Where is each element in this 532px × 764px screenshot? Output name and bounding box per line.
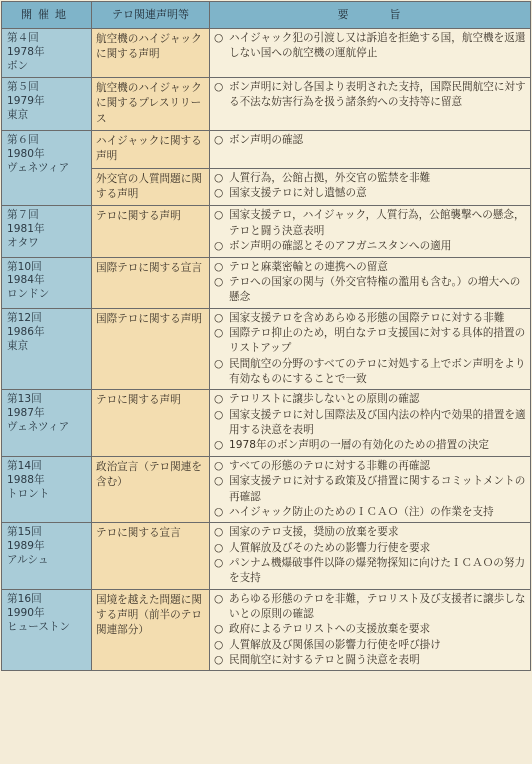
summary-point-text: 1978年のボン声明の一層の有効化のための措置の決定	[229, 439, 490, 452]
venue-year: 1981年	[7, 223, 45, 236]
summary-point	[214, 438, 527, 453]
summary-point	[214, 326, 527, 357]
summary-point	[214, 275, 527, 306]
venue-year: 1984年	[7, 274, 45, 287]
bullet-circle-icon: ○	[214, 638, 224, 651]
summary-point	[214, 133, 527, 148]
summary-point	[214, 208, 527, 239]
summary-point-text: ボン声明の確認とそのアフガニスタンへの適用	[229, 240, 452, 253]
venue-city: アルシュ	[7, 554, 49, 567]
summary-points	[210, 130, 531, 168]
summary-point-text: 人質解放及びそのための影響力行使を要求	[229, 541, 431, 554]
bullet-circle-icon: ○	[214, 408, 224, 421]
venue-year: 1988年	[7, 473, 45, 486]
summary-point	[214, 638, 527, 653]
bullet-circle-icon: ○	[214, 475, 224, 488]
venue-city: オタワ	[7, 237, 39, 250]
summary-point	[214, 653, 527, 668]
venue-city: ヴェネツィア	[7, 161, 70, 174]
summary-points	[210, 29, 531, 78]
summary-point	[214, 357, 527, 388]
venue-city: 東京	[7, 339, 29, 352]
summary-point	[214, 171, 527, 186]
venue-cell	[2, 308, 92, 390]
summary-point	[214, 311, 527, 326]
venue-session: 第12回	[7, 311, 42, 324]
summary-point	[214, 505, 527, 520]
venue-cell	[2, 29, 92, 78]
summit-terrorism-table	[1, 1, 531, 671]
summary-point-text: テロと麻薬密輸との連携への留意	[229, 260, 388, 273]
bullet-circle-icon: ○	[214, 209, 224, 222]
summary-point-text: 国家支援テロに対する政策及び措置に関するコミットメントの再確認	[229, 475, 526, 503]
table-row	[2, 257, 531, 308]
bullet-circle-icon: ○	[214, 459, 224, 472]
venue-year: 1989年	[7, 540, 45, 553]
table-row	[2, 589, 531, 671]
summary-point	[214, 474, 527, 505]
bullet-circle-icon: ○	[214, 240, 224, 253]
venue-cell	[2, 77, 92, 130]
statement-title: ハイジャックに関する声明	[92, 130, 210, 168]
summary-point	[214, 622, 527, 637]
summary-point-text: ハイジャック犯の引渡し又は訴追を拒絶する国，航空機を返還しない国への航空機の運航停止	[229, 32, 526, 60]
venue-cell	[2, 130, 92, 205]
bullet-circle-icon: ○	[214, 32, 224, 44]
venue-city: ロンドン	[7, 288, 50, 301]
summary-point-text: 国際テロ抑止のため，明白なテロ支援国に対する具体的措置のリストアップ	[229, 326, 526, 355]
bullet-circle-icon: ○	[214, 526, 224, 539]
venue-session: 第14回	[7, 459, 42, 472]
table-row	[2, 390, 531, 456]
table-row	[2, 523, 531, 589]
venue-session: 第７回	[7, 209, 39, 222]
table-row	[2, 206, 531, 257]
summary-point-text: 国家支援テロ，ハイジャック，人質行為，公館襲撃への懸念，テロと闘う決意表明	[229, 209, 525, 237]
summary-point	[214, 459, 527, 474]
summary-point-text: ハイジャック防止のためのＩＣＡＯ（注）の作業を支持	[229, 505, 494, 518]
venue-city: 東京	[7, 108, 29, 121]
venue-city: トロント	[7, 487, 50, 500]
summary-points	[210, 206, 531, 257]
header-row	[2, 2, 531, 29]
venue-cell	[2, 257, 92, 308]
bullet-circle-icon: ○	[214, 133, 224, 146]
venue-session: 第５回	[7, 80, 39, 93]
summary-point-text: 国家支援テロに対し遺憾の意	[229, 187, 367, 200]
summary-point	[214, 525, 527, 540]
statement-title: テロに関する声明	[92, 390, 210, 456]
table-row	[2, 456, 531, 522]
bullet-circle-icon: ○	[214, 326, 224, 339]
header-venue: 開催地	[2, 2, 92, 29]
summary-point	[214, 260, 527, 275]
bullet-circle-icon: ○	[214, 187, 224, 200]
summary-points	[210, 523, 531, 589]
statement-title: 国境を越えた問題に関する声明（前半のテロ関連部分）	[92, 589, 210, 671]
bullet-circle-icon: ○	[214, 541, 224, 554]
venue-year: 1979年	[7, 94, 45, 107]
bullet-circle-icon: ○	[214, 439, 224, 452]
summary-point	[214, 556, 527, 587]
bullet-circle-icon: ○	[214, 393, 224, 406]
venue-cell	[2, 206, 92, 257]
statement-title: 国際テロに関する宣言	[92, 257, 210, 308]
summary-point	[214, 541, 527, 556]
bullet-circle-icon: ○	[214, 275, 224, 288]
bullet-circle-icon: ○	[214, 556, 224, 569]
summary-point-text: パンナム機爆破事件以降の爆発物探知に向けたＩＣＡＯの努力を支持	[229, 556, 526, 585]
venue-cell	[2, 390, 92, 456]
venue-year: 1986年	[7, 325, 45, 338]
header-statement: テロ関連声明等	[92, 2, 210, 29]
summary-point-text: 人質解放及び関係国の影響力行使を呼び掛け	[229, 638, 441, 651]
summary-point	[214, 239, 527, 254]
statement-title: 外交官の人質問題に関する声明	[92, 168, 210, 206]
summary-point-text: すべての形態のテロに対する非難の再確認	[229, 459, 431, 472]
summary-point-text: ボン声明の確認	[229, 133, 304, 146]
summary-point	[214, 186, 527, 201]
header-summary: 要 旨	[210, 2, 531, 29]
statement-title: 航空機のハイジャックに関するプレスリリース	[92, 77, 210, 130]
venue-year: 1978年	[7, 45, 45, 58]
venue-year: 1987年	[7, 407, 45, 420]
venue-year: 1990年	[7, 606, 45, 619]
summary-points	[210, 168, 531, 206]
statement-title: 国際テロに関する声明	[92, 308, 210, 390]
venue-city: ヒューストン	[7, 620, 71, 633]
venue-cell	[2, 456, 92, 522]
summary-point-text: 国家支援テロに対し国際法及び国内法の枠内で効果的措置を適用する決意を表明	[229, 408, 526, 437]
table-row	[2, 130, 531, 168]
venue-cell	[2, 523, 92, 589]
table-row	[2, 77, 531, 130]
summary-points	[210, 77, 531, 130]
summary-points	[210, 257, 531, 308]
venue-cell	[2, 589, 92, 671]
venue-session: 第16回	[7, 592, 42, 605]
table-body	[2, 29, 531, 671]
statement-title: テロに関する声明	[92, 206, 210, 257]
venue-session: 第６回	[7, 133, 39, 146]
summary-point-text: テロへの国家の関与（外交官特権の濫用も含む。）の増大への懸念	[229, 275, 521, 304]
bullet-circle-icon: ○	[214, 80, 224, 93]
summary-point-text: 民間航空の分野のすべてのテロに対処する上でボン声明をより有効なものにすることで一致	[229, 357, 526, 386]
summary-point	[214, 31, 527, 62]
summary-point-text: 民間航空に対するテロと闘う決意を表明	[229, 654, 420, 667]
summary-points	[210, 308, 531, 390]
venue-year: 1980年	[7, 147, 45, 160]
bullet-circle-icon: ○	[214, 357, 224, 370]
statement-title: 政治宣言（テロ関連を含む）	[92, 456, 210, 522]
venue-city: ボン	[7, 59, 29, 72]
summary-point-text: 政府によるテロリストへの支援放棄を要求	[229, 623, 431, 636]
statement-title: 航空機のハイジャックに関する声明	[92, 29, 210, 78]
statement-title: テロに関する宣言	[92, 523, 210, 589]
bullet-circle-icon: ○	[214, 623, 224, 636]
venue-city: ヴェネツィア	[7, 421, 70, 434]
bullet-circle-icon: ○	[214, 505, 224, 518]
summary-point	[214, 80, 527, 111]
summary-point	[214, 592, 527, 623]
venue-session: 第10回	[7, 260, 42, 273]
summary-points	[210, 456, 531, 522]
summary-point	[214, 408, 527, 439]
bullet-circle-icon: ○	[214, 171, 224, 184]
summit-terrorism-table-container	[1, 1, 530, 762]
summary-point-text: あらゆる形態のテロを非難，テロリスト及び支援者に譲歩しないとの原則の確認	[229, 592, 526, 621]
summary-point-text: ボン声明に対し各国より表明された支持，国際民間航空に対する不法な妨害行為を扱う諸条約への支持等に留意	[229, 80, 526, 109]
summary-point	[214, 392, 527, 407]
summary-point-text: 国家のテロ支援，奨励の放棄を要求	[229, 526, 399, 539]
summary-point-text: テロリストに譲歩しないとの原則の確認	[229, 393, 420, 406]
venue-session: 第15回	[7, 526, 42, 539]
summary-point-text: 人質行為，公館占拠，外交官の監禁を非難	[229, 171, 431, 184]
table-row	[2, 29, 531, 78]
venue-session: 第13回	[7, 393, 42, 406]
summary-points	[210, 390, 531, 456]
bullet-circle-icon: ○	[214, 592, 224, 605]
table-row	[2, 308, 531, 390]
venue-session: 第４回	[7, 32, 39, 44]
bullet-circle-icon: ○	[214, 311, 224, 324]
bullet-circle-icon: ○	[214, 260, 224, 273]
summary-points	[210, 589, 531, 671]
bullet-circle-icon: ○	[214, 654, 224, 667]
summary-point-text: 国家支援テロを含めあらゆる形態の国際テロに対する非難	[229, 311, 505, 324]
